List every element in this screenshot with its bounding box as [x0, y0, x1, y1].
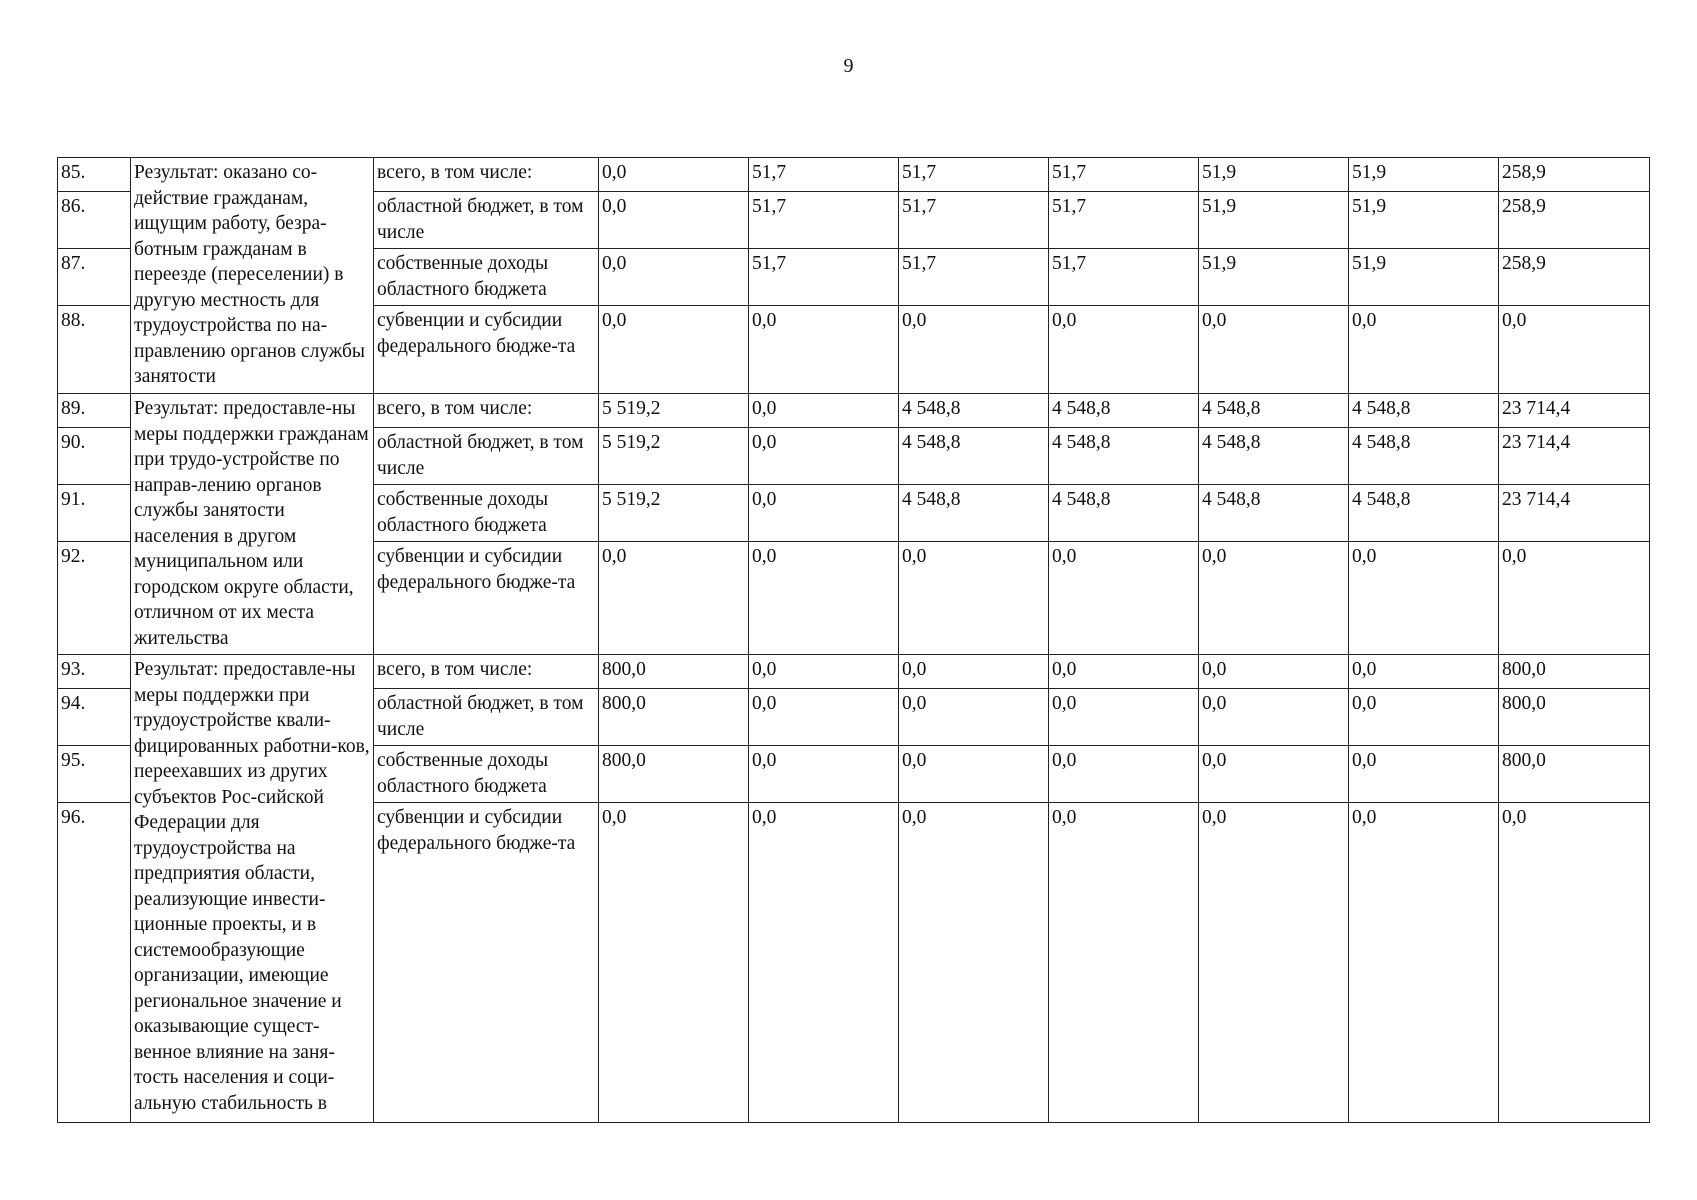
year-value: 0,0 — [899, 655, 1049, 689]
year-value: 4 548,8 — [1349, 485, 1499, 542]
year-value: 0,0 — [749, 542, 899, 655]
year-value: 51,7 — [749, 158, 899, 192]
row-number: 86. — [58, 192, 131, 249]
year-value: 0,0 — [899, 306, 1049, 394]
funding-source: всего, в том числе: — [374, 158, 599, 192]
row-number: 96. — [58, 803, 131, 1123]
year-value: 0,0 — [599, 542, 749, 655]
total-value: 0,0 — [1499, 542, 1650, 655]
table-row — [58, 158, 1650, 192]
funding-source: областной бюджет, в том числе — [374, 192, 599, 249]
year-value: 0,0 — [599, 249, 749, 306]
year-value: 0,0 — [749, 746, 899, 803]
year-value: 51,7 — [899, 158, 1049, 192]
funding-source: субвенции и субсидии федерального бюдже-та — [374, 803, 599, 1123]
year-value: 51,9 — [1199, 192, 1349, 249]
total-value: 0,0 — [1499, 803, 1650, 1123]
budget-table — [57, 157, 1650, 1123]
year-value: 0,0 — [749, 803, 899, 1123]
year-value: 51,9 — [1349, 192, 1499, 249]
total-value: 258,9 — [1499, 158, 1650, 192]
year-value: 800,0 — [599, 689, 749, 746]
year-value: 0,0 — [749, 306, 899, 394]
year-value: 51,9 — [1199, 158, 1349, 192]
year-value: 0,0 — [1199, 306, 1349, 394]
total-value: 258,9 — [1499, 192, 1650, 249]
result-description: Результат: оказано со-действие гражданам, ищущим работу, безра-ботным гражданам в переезде (переселении) в другую местность для трудоустройства по на-правлению органов службы занятости — [131, 158, 374, 394]
year-value: 800,0 — [599, 746, 749, 803]
year-value: 0,0 — [1349, 746, 1499, 803]
year-value: 0,0 — [1049, 746, 1199, 803]
total-value: 0,0 — [1499, 306, 1650, 394]
year-value: 0,0 — [899, 689, 1049, 746]
row-number: 89. — [58, 394, 131, 428]
row-number: 95. — [58, 746, 131, 803]
year-value: 0,0 — [1199, 803, 1349, 1123]
year-value: 0,0 — [1199, 542, 1349, 655]
total-value: 23 714,4 — [1499, 485, 1650, 542]
total-value: 800,0 — [1499, 746, 1650, 803]
year-value: 0,0 — [1049, 306, 1199, 394]
year-value: 0,0 — [599, 306, 749, 394]
total-value: 23 714,4 — [1499, 428, 1650, 485]
year-value: 0,0 — [899, 803, 1049, 1123]
year-value: 0,0 — [1349, 655, 1499, 689]
year-value: 0,0 — [1199, 655, 1349, 689]
year-value: 0,0 — [1049, 689, 1199, 746]
year-value: 4 548,8 — [899, 428, 1049, 485]
row-number: 85. — [58, 158, 131, 192]
year-value: 0,0 — [749, 394, 899, 428]
year-value: 0,0 — [1049, 803, 1199, 1123]
row-number: 93. — [58, 655, 131, 689]
table-row — [58, 655, 1650, 689]
year-value: 0,0 — [1349, 306, 1499, 394]
year-value: 0,0 — [749, 655, 899, 689]
year-value: 51,9 — [1349, 158, 1499, 192]
funding-source: областной бюджет, в том числе — [374, 689, 599, 746]
year-value: 0,0 — [1049, 655, 1199, 689]
row-number: 90. — [58, 428, 131, 485]
year-value: 51,7 — [1049, 249, 1199, 306]
year-value: 51,7 — [899, 192, 1049, 249]
row-number: 87. — [58, 249, 131, 306]
year-value: 51,9 — [1349, 249, 1499, 306]
year-value: 0,0 — [899, 542, 1049, 655]
year-value: 51,7 — [899, 249, 1049, 306]
funding-source: субвенции и субсидии федерального бюдже-та — [374, 306, 599, 394]
row-number: 91. — [58, 485, 131, 542]
year-value: 4 548,8 — [1049, 428, 1199, 485]
funding-source: собственные доходы областного бюджета — [374, 746, 599, 803]
funding-source: всего, в том числе: — [374, 655, 599, 689]
funding-source: собственные доходы областного бюджета — [374, 485, 599, 542]
year-value: 0,0 — [749, 485, 899, 542]
year-value: 4 548,8 — [899, 485, 1049, 542]
year-value: 4 548,8 — [1049, 485, 1199, 542]
total-value: 800,0 — [1499, 689, 1650, 746]
year-value: 4 548,8 — [1199, 428, 1349, 485]
year-value: 51,7 — [1049, 192, 1199, 249]
year-value: 4 548,8 — [1199, 394, 1349, 428]
year-value: 0,0 — [599, 192, 749, 249]
year-value: 0,0 — [1349, 689, 1499, 746]
year-value: 4 548,8 — [899, 394, 1049, 428]
year-value: 4 548,8 — [1199, 485, 1349, 542]
result-description: Результат: предоставле-ны меры поддержки гражданам при трудо-устройстве по направ-лению органов службы занятости населения в другом муниципальном или городском округе области, отличном от их места жительства — [131, 394, 374, 655]
year-value: 800,0 — [599, 655, 749, 689]
year-value: 5 519,2 — [599, 485, 749, 542]
year-value: 4 548,8 — [1049, 394, 1199, 428]
year-value: 0,0 — [1349, 542, 1499, 655]
year-value: 4 548,8 — [1349, 394, 1499, 428]
year-value: 0,0 — [599, 803, 749, 1123]
page-number: 9 — [843, 55, 854, 77]
year-value: 0,0 — [899, 746, 1049, 803]
funding-source: субвенции и субсидии федерального бюдже-та — [374, 542, 599, 655]
result-description: Результат: предоставле-ны меры поддержки при трудоустройстве квали-фицированных работни-ков, переехавших из других субъектов Рос-сийской Федерации для трудоустройства на предприятия области, реализующие инвести-ционные проекты, и в системообразующие организации, имеющие региональное значение и оказывающие сущест-венное влияние на заня-тость населения и соци-альную стабильность в — [131, 655, 374, 1123]
row-number: 88. — [58, 306, 131, 394]
funding-source: собственные доходы областного бюджета — [374, 249, 599, 306]
funding-source: всего, в том числе: — [374, 394, 599, 428]
row-number: 94. — [58, 689, 131, 746]
total-value: 23 714,4 — [1499, 394, 1650, 428]
year-value: 0,0 — [599, 158, 749, 192]
year-value: 51,7 — [749, 192, 899, 249]
table-row — [58, 394, 1650, 428]
year-value: 0,0 — [1199, 746, 1349, 803]
year-value: 5 519,2 — [599, 428, 749, 485]
year-value: 0,0 — [749, 689, 899, 746]
year-value: 0,0 — [749, 428, 899, 485]
year-value: 51,9 — [1199, 249, 1349, 306]
year-value: 51,7 — [1049, 158, 1199, 192]
year-value: 5 519,2 — [599, 394, 749, 428]
funding-source: областной бюджет, в том числе — [374, 428, 599, 485]
year-value: 4 548,8 — [1349, 428, 1499, 485]
year-value: 0,0 — [1049, 542, 1199, 655]
total-value: 258,9 — [1499, 249, 1650, 306]
year-value: 0,0 — [1349, 803, 1499, 1123]
total-value: 800,0 — [1499, 655, 1650, 689]
row-number: 92. — [58, 542, 131, 655]
year-value: 51,7 — [749, 249, 899, 306]
year-value: 0,0 — [1199, 689, 1349, 746]
